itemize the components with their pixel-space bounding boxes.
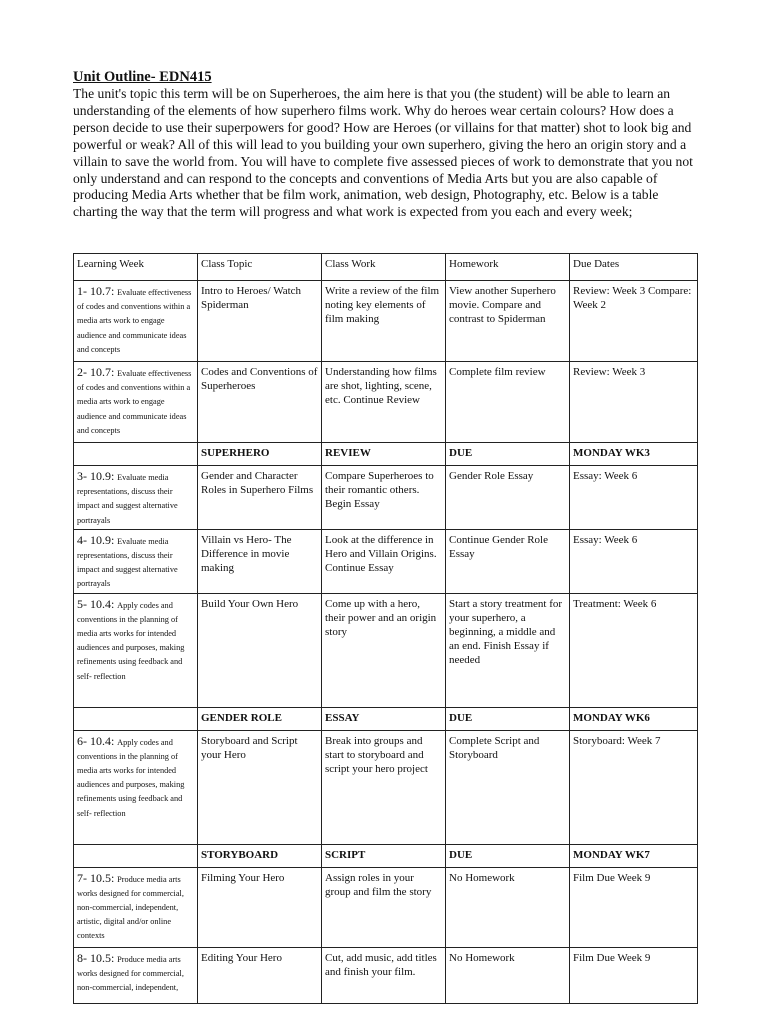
homework-cell: Start a story treatment for your superhero, a beginning, a middle and an end. Finish Essay if needed [446, 593, 570, 707]
curriculum-descriptor: Produce media arts works designed for commercial, non-commercial, independent, artistic, digital and/or online contexts [77, 874, 184, 941]
empty-cell [74, 844, 198, 867]
curriculum-descriptor: Produce media arts works designed for commercial, non-commercial, independent, [77, 954, 184, 993]
header-class-topic: Class Topic [198, 254, 322, 281]
due-summary-cell: STORYBOARD [198, 844, 322, 867]
table-row [74, 362, 698, 443]
homework-cell: No Homework [446, 947, 570, 1003]
intro-paragraph: The unit's topic this term will be on Superheroes, the aim here is that you (the student) will be able to learn an understanding of the elements of how superhero films work. Why do heroes wear certain colours? How does a person decide to use their superpowers for good? How are Heroes (or villains for that matter) shot to look big and powerful or weak? All of this will lead to you building your own superhero, giving the hero an origin story and a villain to save the world from. You will have to complete five assessed pieces of work to demonstrate that you not only understand and can respond to the concepts and conventions of Media Arts but you are also capable of producing Media Arts whether that be film work, animation, web design, Photography, etc. Below is a table charting the way that the term will progress and what work is expected from you each and every week; [73, 86, 693, 220]
curriculum-descriptor: Apply codes and conventions in the planning of media arts works for intended audiences and purposes, making refinements using feedback and self- reflection [77, 737, 185, 818]
due-summary-cell: SCRIPT [322, 844, 446, 867]
class-topic-cell: Editing Your Hero [198, 947, 322, 1003]
week-code: 7- 10.5: [77, 870, 115, 885]
class-topic-cell: Filming Your Hero [198, 867, 322, 947]
curriculum-descriptor: Evaluate media representations, discuss their impact and suggest alternative portrayals [77, 536, 178, 589]
table-row [74, 947, 698, 1003]
curriculum-descriptor: Apply codes and conventions in the planning of media arts works for intended audiences and purposes, making refinements using feedback and self- reflection [77, 600, 185, 681]
week-code: 2- 10.7: [77, 365, 115, 379]
table-row [74, 281, 698, 362]
learning-week-cell [74, 867, 198, 947]
due-date-cell: Essay: Week 6 [570, 529, 698, 593]
week-code: 8- 10.5: [77, 950, 115, 965]
due-summary-cell: ESSAY [322, 707, 446, 730]
week-code: 1- 10.7: [77, 284, 115, 298]
week-code: 4- 10.9: [77, 532, 115, 547]
due-summary-cell: MONDAY WK6 [570, 707, 698, 730]
learning-week-cell [74, 947, 198, 1003]
learning-week-cell [74, 593, 198, 707]
homework-cell: Complete film review [446, 362, 570, 443]
due-summary-cell: REVIEW [322, 443, 446, 466]
class-work-cell: Break into groups and start to storyboard and script your hero project [322, 730, 446, 844]
homework-cell: Complete Script and Storyboard [446, 730, 570, 844]
class-topic-cell: Villain vs Hero- The Difference in movie making [198, 529, 322, 593]
table-row [74, 867, 698, 947]
header-learning-week: Learning Week [74, 254, 198, 281]
due-date-cell: Review: Week 3 Compare: Week 2 [570, 281, 698, 362]
class-work-cell: Write a review of the film noting key elements of film making [322, 281, 446, 362]
learning-week-cell [74, 529, 198, 593]
class-work-cell: Cut, add music, add titles and finish your film. [322, 947, 446, 1003]
class-topic-cell: Build Your Own Hero [198, 593, 322, 707]
due-date-cell: Film Due Week 9 [570, 947, 698, 1003]
due-summary-row [74, 844, 698, 867]
empty-cell [74, 443, 198, 466]
table-row [74, 593, 698, 707]
homework-cell: View another Superhero movie. Compare and contrast to Spiderman [446, 281, 570, 362]
due-date-cell: Treatment: Week 6 [570, 593, 698, 707]
class-topic-cell: Intro to Heroes/ Watch Spiderman [198, 281, 322, 362]
class-work-cell: Come up with a hero, their power and an origin story [322, 593, 446, 707]
homework-cell: Gender Role Essay [446, 466, 570, 530]
empty-cell [74, 707, 198, 730]
due-summary-cell: MONDAY WK7 [570, 844, 698, 867]
homework-cell: Continue Gender Role Essay [446, 529, 570, 593]
curriculum-descriptor: Evaluate effectiveness of codes and conventions within a media arts work to engage audience and communicate ideas and concepts [77, 369, 192, 435]
due-summary-cell: DUE [446, 443, 570, 466]
due-summary-cell: SUPERHERO [198, 443, 322, 466]
due-summary-cell: MONDAY WK3 [570, 443, 698, 466]
due-date-cell: Storyboard: Week 7 [570, 730, 698, 844]
table-header-row [74, 254, 698, 281]
learning-week-cell [74, 362, 198, 443]
header-due-dates: Due Dates [570, 254, 698, 281]
due-date-cell: Essay: Week 6 [570, 466, 698, 530]
class-work-cell: Compare Superheroes to their romantic others. Begin Essay [322, 466, 446, 530]
learning-week-cell [74, 730, 198, 844]
table-row [74, 529, 698, 593]
week-code: 5- 10.4: [77, 596, 115, 611]
due-summary-row [74, 443, 698, 466]
class-work-cell: Understanding how films are shot, lighting, scene, etc. Continue Review [322, 362, 446, 443]
homework-cell: No Homework [446, 867, 570, 947]
due-date-cell: Film Due Week 9 [570, 867, 698, 947]
page-title: Unit Outline- EDN415 [73, 69, 212, 85]
header-homework: Homework [446, 254, 570, 281]
due-date-cell: Review: Week 3 [570, 362, 698, 443]
unit-outline-table [73, 253, 698, 1004]
curriculum-descriptor: Evaluate effectiveness of codes and conventions within a media arts work to engage audience and communicate ideas and concepts [77, 288, 192, 354]
class-topic-cell: Storyboard and Script your Hero [198, 730, 322, 844]
week-code: 6- 10.4: [77, 733, 115, 748]
curriculum-descriptor: Evaluate media representations, discuss their impact and suggest alternative portrayals [77, 473, 178, 525]
class-topic-cell: Codes and Conventions of Superheroes [198, 362, 322, 443]
table-row [74, 730, 698, 844]
due-summary-cell: DUE [446, 844, 570, 867]
class-work-cell: Look at the difference in Hero and Villain Origins. Continue Essay [322, 529, 446, 593]
class-topic-cell: Gender and Character Roles in Superhero Films [198, 466, 322, 530]
learning-week-cell [74, 466, 198, 530]
header-class-work: Class Work [322, 254, 446, 281]
due-summary-cell: GENDER ROLE [198, 707, 322, 730]
due-summary-cell: DUE [446, 707, 570, 730]
due-summary-row [74, 707, 698, 730]
table-row [74, 466, 698, 530]
week-code: 3- 10.9: [77, 469, 115, 483]
class-work-cell: Assign roles in your group and film the story [322, 867, 446, 947]
learning-week-cell [74, 281, 198, 362]
document-page [73, 68, 697, 221]
